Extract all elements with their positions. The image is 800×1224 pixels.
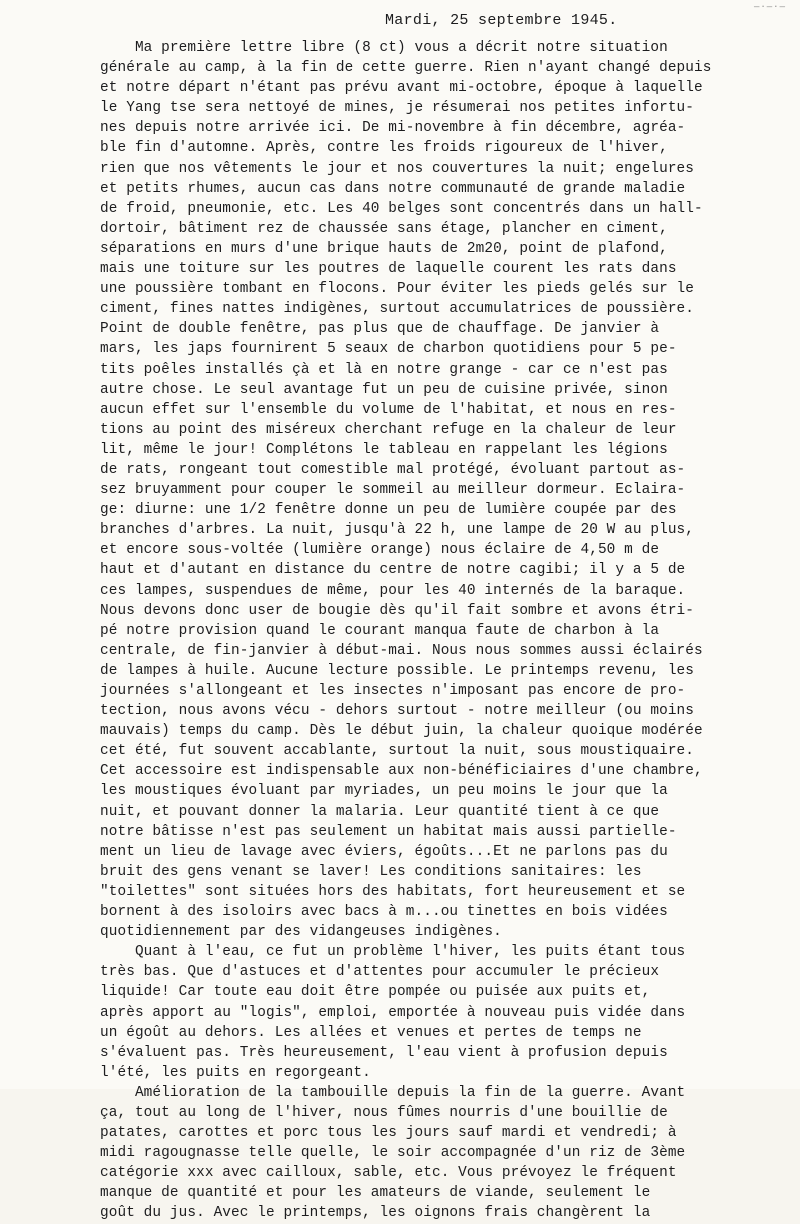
text-line: Cet accessoire est indispensable aux non-bénéficiaires d'une chambre, [100,763,703,780]
text-line: lit, même le jour! Complétons le tableau en rappelant les légions [100,441,668,458]
text-line: Ma première lettre libre (8 ct) vous a décrit notre situation [100,40,668,56]
text-line: "toilettes" sont situées hors des habitats, fort heureusement et se [100,883,686,900]
text-line: mais une toiture sur les poutres de laquelle courent les rats dans [100,261,677,278]
text-line: mars, les japs fournirent 5 seaux de charbon quotidiens pour 5 pe- [100,341,677,358]
text-line: après apport au "logis", emploi, emportée à nouveau puis vidée dans [100,1004,686,1021]
text-line: haut et d'autant en distance du centre de notre cagibi; il y a 5 de [100,562,686,579]
text-line: séparations en murs d'une brique hauts de 2m20, point de plafond, [100,240,668,257]
text-line: tits poêles installés çà et là en notre grange - car ce n'est pas [100,361,668,378]
text-line: branches d'arbres. La nuit, jusqu'à 22 h, une lampe de 20 W au plus, [100,522,695,539]
text-line: bruit des gens venant se laver! Les conditions sanitaires: les [100,863,642,880]
text-line: Point de double fenêtre, pas plus que de chauffage. De janvier à [100,321,660,338]
text-line: nes depuis notre arrivée ici. De mi-novembre à fin décembre, agréa- [100,120,686,137]
text-line: et notre départ n'étant pas prévu avant mi-octobre, époque à laquelle [100,80,703,97]
corner-stamp: —·—·— [753,2,786,12]
text-line: un égoût au dehors. Les allées et venues et pertes de temps ne [100,1024,642,1041]
text-line: une poussière tombant en flocons. Pour éviter les pieds gelés sur le [100,281,695,298]
text-line: notre bâtisse n'est pas seulement un habitat mais aussi partielle- [100,823,677,840]
text-line: catégorie xxx avec cailloux, sable, etc. Vous prévoyez le fréquent [100,1165,677,1182]
text-line: Nous devons donc user de bougie dès qu'il fait sombre et avons étri- [100,602,695,619]
text-line: ment un lieu de lavage avec éviers, égoûts...Et ne parlons pas du [100,843,668,860]
text-line: bornent à des isoloirs avec bacs à m...ou tinettes en bois vidées [100,904,668,921]
text-line: midi ragougnasse telle quelle, le soir accompagnée d'un riz de 3ème [100,1145,686,1162]
letter-date: Mardi, 25 septembre 1945. [385,12,618,29]
text-line: ge: diurne: une 1/2 fenêtre donne un peu de lumière coupée par des [100,502,677,519]
text-line: patates, carottes et porc tous les jours sauf mardi et vendredi; à [100,1125,677,1142]
text-line: générale au camp, à la fin de cette guerre. Rien n'ayant changé depuis [100,60,712,77]
text-line: rien que nos vêtements le jour et nos couvertures la nuit; engelures [100,160,695,177]
text-line: s'évaluent pas. Très heureusement, l'eau vient à profusion depuis [100,1044,668,1061]
text-line: sez bruyamment pour couper le sommeil au meilleur dormeur. Eclaira- [100,482,686,499]
text-line: goût du jus. Avec le printemps, les oignons frais changèrent la [100,1205,651,1222]
text-line: de rats, rongeant tout comestible mal protégé, évoluant partout as- [100,461,686,478]
text-line: mauvais) temps du camp. Dès le début juin, la chaleur quoique modérée [100,723,703,740]
text-line: l'été, les puits en regorgeant. [100,1064,371,1081]
text-line: aucun effet sur l'ensemble du volume de l'habitat, et nous en res- [100,401,677,418]
text-line: tions au point des miséreux cherchant refuge en la chaleur de leur [100,421,677,438]
text-line: et encore sous-voltée (lumière orange) nous éclaire de 4,50 m de [100,542,660,559]
text-line: ble fin d'automne. Après, contre les froids rigoureux de l'hiver, [100,140,668,157]
text-line: autre chose. Le seul avantage fut un peu de cuisine privée, sinon [100,381,668,398]
text-line: nuit, et pouvant donner la malaria. Leur quantité tient à ce que [100,803,660,820]
text-line: cet été, fut souvent accablante, surtout la nuit, sous moustiquaire. [100,743,695,760]
text-line: de froid, pneumonie, etc. Les 40 belges sont concentrés dans un hall- [100,200,703,217]
text-line: les moustiques évoluant par myriades, un peu moins le jour que la [100,783,668,800]
text-line: ces lampes, suspendues de même, pour les 40 internés de la baraque. [100,582,686,599]
text-line: et petits rhumes, aucun cas dans notre communauté de grande maladie [100,180,686,197]
text-line: Quant à l'eau, ce fut un problème l'hiver, les puits étant tous [100,944,686,961]
text-line: liquide! Car toute eau doit être pompée ou puisée aux puits et, [100,984,651,1001]
text-line: ciment, fines nattes indigènes, surtout accumulatrices de poussière. [100,301,695,318]
text-line: quotidiennement par des vidangeuses indigènes. [100,924,502,941]
letter-body [100,38,790,1224]
text-line: ça, tout au long de l'hiver, nous fûmes nourris d'une bouillie de [100,1104,668,1121]
text-line: de lampes à huile. Aucune lecture possible. Le printemps revenu, les [100,662,695,679]
text-line: manque de quantité et pour les amateurs de viande, seulement le [100,1185,651,1202]
text-line: tection, nous avons vécu - dehors surtout - notre meilleur (ou moins [100,703,695,720]
text-line: dortoir, bâtiment rez de chaussée sans étage, plancher en ciment, [100,220,668,237]
text-line: pé notre provision quand le courant manqua faute de charbon à la [100,622,660,639]
text-line: le Yang tse sera nettoyé de mines, je résumerai nos petites infortu- [100,100,695,117]
text-line: journées s'allongeant et les insectes n'imposant pas encore de pro- [100,683,686,699]
text-line: très bas. Que d'astuces et d'attentes pour accumuler le précieux [100,964,660,981]
text-line: Amélioration de la tambouille depuis la fin de la guerre. Avant [100,1084,686,1101]
text-line: centrale, de fin-janvier à début-mai. Nous nous sommes aussi éclairés [100,642,703,659]
